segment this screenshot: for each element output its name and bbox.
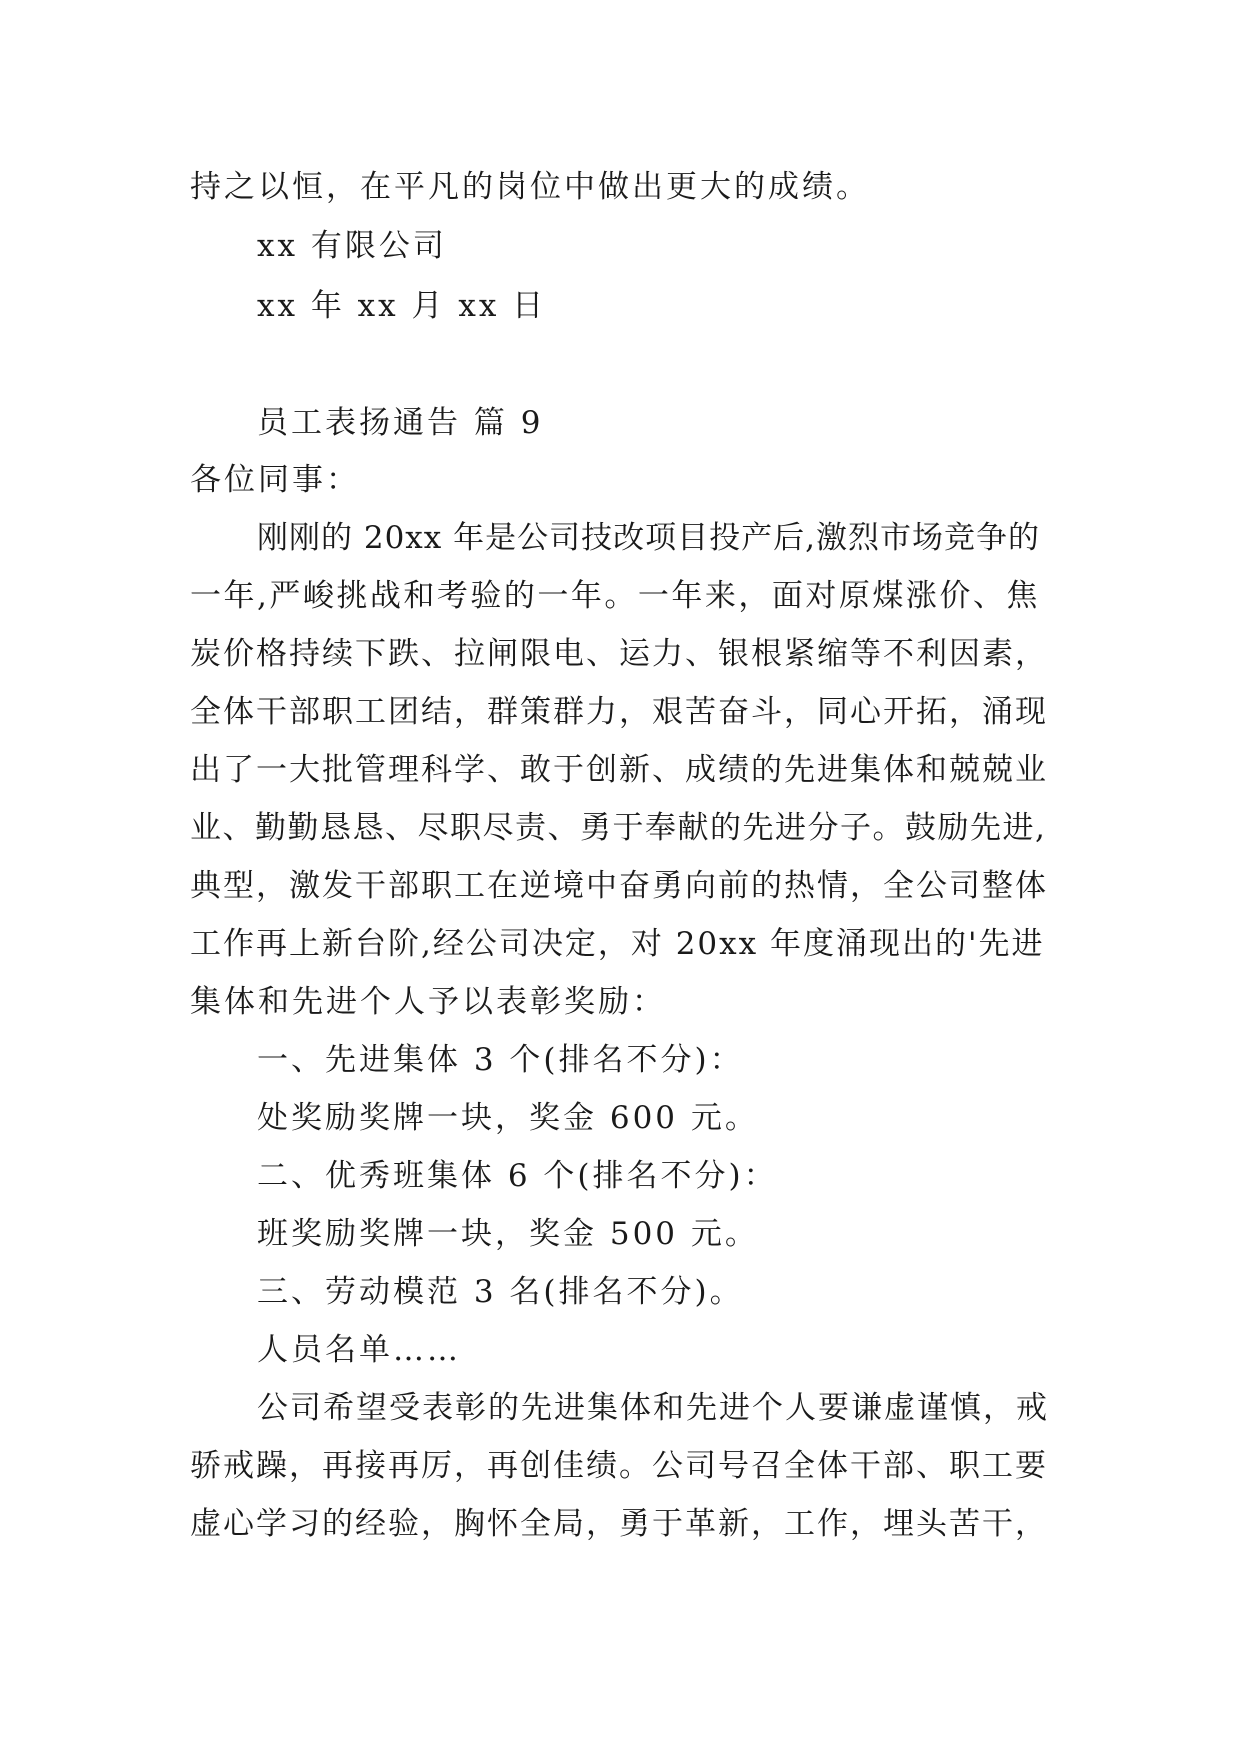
body-line: 集体和先进个人予以表彰奖励： (190, 984, 666, 1020)
body-line: 出了一大批管理科学、敢于创新、成绩的先进集体和兢兢业 (190, 752, 1048, 788)
name-list: 人员名单…… (257, 1332, 461, 1368)
date-signature: xx 年 xx 月 xx 日 (257, 288, 547, 324)
award-detail: 班奖励奖牌一块，奖金 500 元。 (257, 1216, 759, 1252)
body-line: 炭价格持续下跌、拉闸限电、运力、银根紧缩等不利因素， (190, 636, 1048, 672)
company-signature: xx 有限公司 (257, 228, 447, 264)
award-detail: 处奖励奖牌一块，奖金 600 元。 (257, 1100, 759, 1136)
body-line: 一年,严峻挑战和考验的一年。一年来，面对原煤涨价、焦 (190, 578, 1040, 614)
award-item: 三、劳动模范 3 名(排名不分)。 (257, 1274, 744, 1310)
award-item: 一、先进集体 3 个(排名不分)： (257, 1042, 744, 1078)
body-line: 虚心学习的经验，胸怀全局，勇于革新，工作，埋头苦干， (190, 1506, 1048, 1542)
body-line: 公司希望受表彰的先进集体和先进个人要谦虚谨慎，戒 (257, 1390, 1049, 1426)
body-line: 工作再上新台阶,经公司决定，对 20xx 年度涌现出的'先进 (190, 926, 1045, 962)
body-line: 刚刚的 20xx 年是公司技改项目投产后,激烈市场竞争的 (257, 520, 1040, 556)
award-item: 二、优秀班集体 6 个(排名不分)： (257, 1158, 778, 1194)
body-line: 骄戒躁，再接再厉，再创佳绩。公司号召全体干部、职工要 (190, 1448, 1048, 1484)
salutation: 各位同事： (190, 462, 360, 498)
body-line: 全体干部职工团结，群策群力，艰苦奋斗，同心开拓，涌现 (190, 694, 1048, 730)
body-line: 典型，激发干部职工在逆境中奋勇向前的热情，全公司整体 (190, 868, 1048, 904)
body-line: 业、勤勤恳恳、尽职尽责、勇于奉献的先进分子。鼓励先进, (190, 810, 1047, 846)
body-line: 持之以恒，在平凡的岗位中做出更大的成绩。 (190, 169, 870, 205)
section-title: 员工表扬通告 篇 9 (257, 405, 544, 441)
